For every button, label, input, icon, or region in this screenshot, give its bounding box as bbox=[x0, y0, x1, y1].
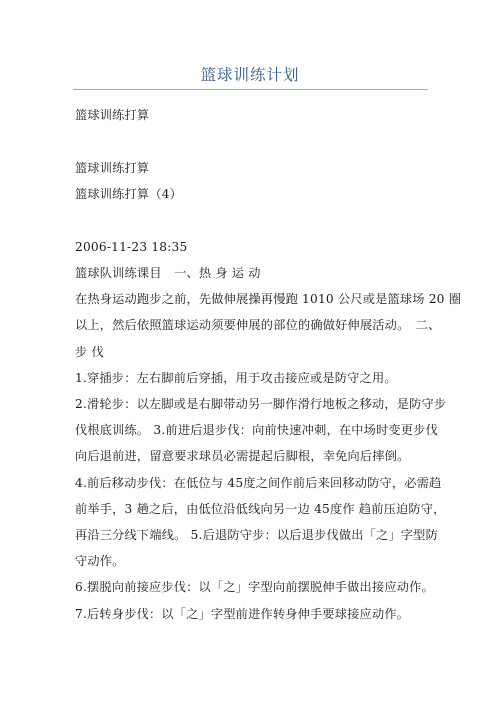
document-title: 篮球训练计划 bbox=[200, 66, 300, 84]
text-line: 篮球训练打算 bbox=[75, 108, 150, 122]
title-divider bbox=[73, 89, 428, 90]
text-line: 1.穿插步：左右脚前后穿插，用于攻击接应或是防守之用。 bbox=[75, 371, 397, 385]
text-line: 4.前后移动步伐：在低位与 45度之间作前后来回移动防守，必需趋 bbox=[75, 476, 442, 490]
text-line: 向后退前进，留意要求球员必需提起后脚根，幸免向后摔倒。 bbox=[75, 449, 410, 463]
text-line: 篮球训练打算（4） bbox=[75, 187, 183, 201]
text-line: 守动作。 bbox=[75, 554, 125, 568]
text-line: 前举手，3 趟之后，由低位沿低线向另一边 45度作 趋前压迫防守， bbox=[75, 502, 446, 516]
text-line: 在热身运动跑步之前，先做伸展操再慢跑 1010 公尺或是篮球场 20 圈 bbox=[75, 292, 462, 306]
text-line: 6.摆脱向前接应步伐：以「之」字型向前摆脱伸手做出接应动作。 bbox=[75, 580, 434, 594]
text-line: 2006-11-23 18:35 bbox=[75, 240, 188, 254]
text-line: 以上，然后依照篮球运动须要伸展的部位的确做好伸展活动。 二、 bbox=[75, 318, 441, 332]
text-line: 再沿三分线下端线。 5.后退防守步：以后退步伐做出「之」字型防 bbox=[75, 528, 438, 542]
text-line: 伐根底训练。 3.前进后退步伐：向前快速冲刺，在中场时变更步伐 bbox=[75, 423, 438, 437]
text-line: 篮球训练打算 bbox=[75, 161, 150, 175]
text-line: 7.后转身步伐：以「之」字型前进作转身伸手要球接应动作。 bbox=[75, 607, 410, 621]
text-line: 步 伐 bbox=[75, 345, 104, 359]
text-line: 篮球队训练课目 一、热 身 运 动 bbox=[75, 266, 261, 280]
text-line: 2.滑轮步：以左脚或是右脚带动另一脚作滑行地板之移动，是防守步 bbox=[75, 397, 447, 411]
